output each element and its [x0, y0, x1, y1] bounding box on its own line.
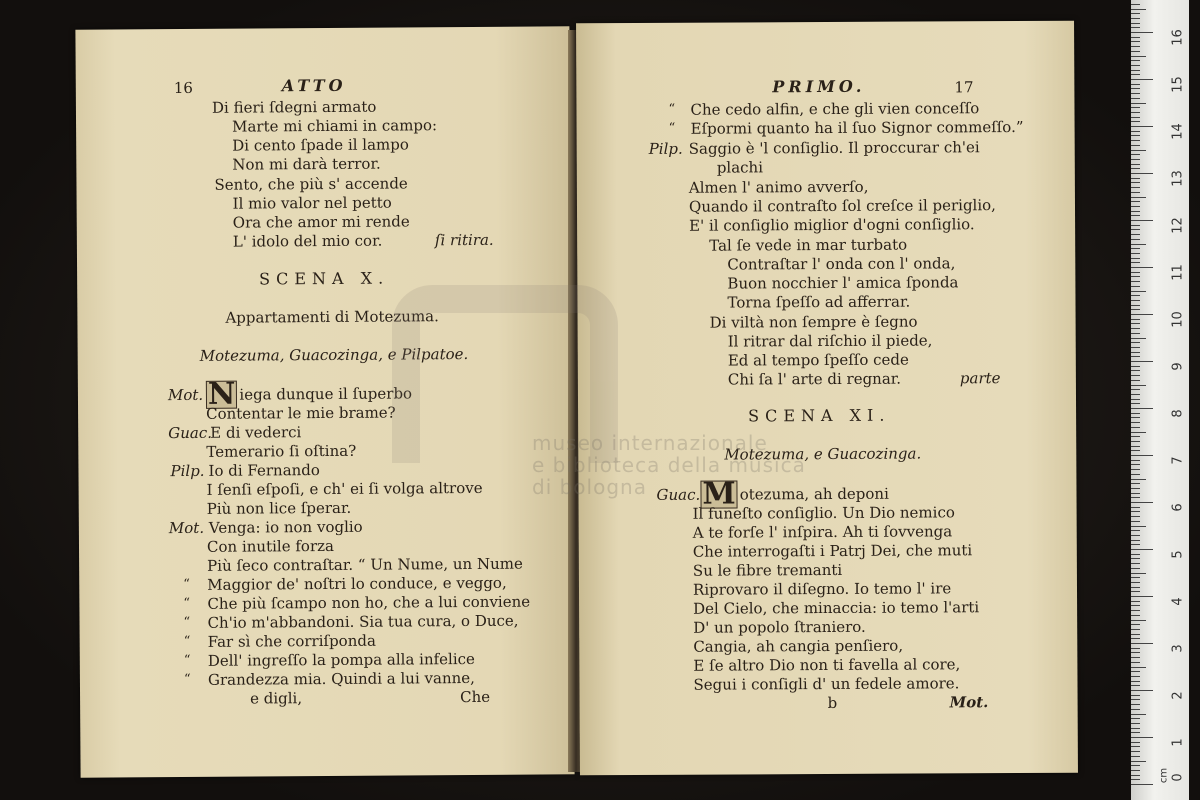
ruler-tick [1131, 605, 1140, 606]
dialogue-line: Il funeſto conſiglio. Un Dio nemico [692, 503, 955, 523]
ruler-tick [1131, 577, 1140, 578]
ruler-tick [1131, 746, 1140, 747]
ruler-number: 0 [1170, 773, 1186, 782]
ruler-tick [1131, 37, 1140, 38]
ruler-tick [1131, 596, 1153, 597]
speaker-label: Guac. [656, 485, 701, 504]
ruler-tick [1131, 676, 1140, 677]
ruler-tick [1131, 629, 1140, 630]
ruler-tick [1131, 699, 1140, 700]
ruler-tick [1131, 704, 1140, 705]
running-head: ATTO [281, 75, 347, 96]
ruler-tick [1131, 479, 1146, 480]
ruler-tick [1131, 225, 1140, 226]
dialogue-line: Io di Fernando [208, 461, 320, 480]
dialogue-line: Che cedo alfin, e che gli vien conceſſo [690, 99, 980, 119]
speaker-label: Pilp. [170, 461, 205, 481]
verse-line: Il mio valor nel petto [232, 193, 392, 213]
ruler-number: 13 [1170, 170, 1186, 187]
dialogue-line: Eſpormi quanto ha il ſuo Signor commeſſo.” [690, 117, 1024, 138]
ruler-tick [1131, 483, 1140, 484]
stage-direction: ſi ritira. [434, 230, 494, 250]
ruler-tick [1131, 765, 1140, 766]
ruler-tick [1131, 164, 1140, 165]
ruler-tick [1131, 51, 1140, 52]
ruler-tick [1131, 135, 1140, 136]
quote-mark: “ [183, 633, 191, 649]
ruler-tick [1131, 530, 1140, 531]
verse-line: Chi ſa l' arte di regnar. [727, 369, 902, 389]
verse-line: Di fieri ſdegni armato [211, 97, 377, 117]
ruler-tick [1131, 258, 1140, 259]
quote-mark: “ [183, 576, 190, 592]
dialogue-line: Saggio è 'l conſiglio. Il proccurar ch'ei [688, 138, 980, 158]
page-number: 16 [173, 78, 193, 98]
ruler-tick [1131, 775, 1140, 776]
ruler-tick [1131, 742, 1140, 743]
measurement-ruler [1131, 0, 1189, 800]
ruler-number: 14 [1170, 123, 1186, 140]
ruler-tick [1131, 267, 1153, 268]
ruler-tick [1131, 385, 1146, 386]
ruler-tick [1131, 413, 1140, 414]
dialogue-line: Temerario ſi oſtina? [206, 441, 357, 461]
ruler-tick [1131, 173, 1153, 174]
dialogue-line: Del Cielo, che minaccia: io temo l'arti [693, 598, 980, 618]
ruler-tick [1131, 436, 1140, 437]
ruler-tick [1131, 370, 1140, 371]
ruler-tick [1131, 103, 1146, 104]
ruler-tick [1131, 591, 1140, 592]
verse-line: Di viltà non ſempre è ſegno [709, 312, 918, 332]
ruler-tick [1131, 182, 1140, 183]
dialogue-line: N iega dunque il ſuperbo [207, 376, 413, 412]
ruler-tick [1131, 178, 1140, 179]
ruler-tick [1131, 126, 1153, 127]
ruler-tick [1131, 714, 1146, 715]
speaker-label: Pilp. [648, 139, 683, 158]
dialogue-line: Far sì che corriſponda [207, 631, 376, 651]
verse-line: Torna ſpeſſo ad afferrar. [727, 292, 911, 312]
ruler-tick [1131, 652, 1140, 653]
ruler-tick [1131, 502, 1153, 503]
ruler-tick [1131, 488, 1140, 489]
verse-line: Non mi darà terror. [232, 154, 381, 174]
ruler-tick [1131, 460, 1140, 461]
ruler-tick [1131, 244, 1146, 245]
speaker-label: Guac. [168, 423, 213, 443]
verse-line: Buon nocchier l' amica ſponda [727, 273, 959, 293]
ruler-tick [1131, 662, 1140, 663]
ruler-tick [1131, 535, 1140, 536]
ruler-tick [1131, 145, 1140, 146]
ruler-tick [1131, 573, 1146, 574]
ruler-tick [1131, 215, 1140, 216]
quote-mark: “ [668, 120, 676, 136]
speaker-label: Mot. [167, 385, 204, 405]
dialogue-line: Cangia, ah cangia penſiero, [693, 636, 904, 656]
ruler-tick [1131, 784, 1153, 785]
ruler-tick [1131, 234, 1140, 235]
dialogue-line: I ſenſi eſpoſi, e ch' ei ſi volga altrove [206, 478, 483, 499]
ruler-tick [1131, 450, 1140, 451]
dialogue-line: Almen l' animo avverſo, [688, 177, 869, 197]
ruler-tick [1131, 154, 1140, 155]
ruler-tick [1131, 201, 1140, 202]
ruler-tick [1131, 84, 1140, 85]
ruler-tick [1131, 291, 1146, 292]
ruler-tick [1131, 323, 1140, 324]
verse-line: Sento, che più s' accende [214, 174, 408, 194]
dialogue-line: Grandezza mia. Quindi a lui vanne, [207, 668, 475, 689]
dialogue-line: Che interrogaſti i Patrj Dei, che muti [692, 541, 973, 561]
ruler-tick [1131, 493, 1140, 494]
ruler-tick [1131, 74, 1140, 75]
ruler-tick [1131, 521, 1140, 522]
ruler-tick [1131, 347, 1140, 348]
ruler-tick [1131, 314, 1153, 315]
ruler-tick [1131, 770, 1140, 771]
verse-line: L' idolo del mio cor. [232, 231, 383, 251]
ruler-tick [1131, 417, 1140, 418]
ruler-tick [1131, 657, 1140, 658]
ruler-number: 15 [1170, 76, 1186, 93]
running-head: PRIMO. [772, 76, 866, 97]
dialogue-line: Più non lice ſperar. [206, 498, 352, 518]
quote-mark: “ [183, 652, 191, 668]
ruler-tick [1131, 333, 1140, 334]
ruler-tick [1131, 4, 1140, 5]
ruler-tick [1131, 422, 1140, 423]
ruler-number: 3 [1170, 644, 1186, 653]
verse-line: Contraſtar l' onda con l' onda, [727, 254, 956, 274]
ruler-tick [1131, 239, 1140, 240]
ruler-tick [1131, 761, 1146, 762]
ruler-tick [1131, 159, 1140, 160]
ruler-tick [1131, 60, 1140, 61]
ruler-unit: cm [1158, 767, 1170, 784]
ruler-tick [1131, 121, 1140, 122]
ruler-tick [1131, 309, 1140, 310]
ruler-tick [1131, 685, 1140, 686]
dialogue-line: Che più ſcampo non ho, che a lui conviene [207, 592, 531, 613]
ruler-tick [1131, 516, 1140, 517]
ruler-tick [1131, 211, 1140, 212]
ruler-tick [1131, 150, 1146, 151]
ruler-tick [1131, 117, 1140, 118]
ruler-tick [1131, 328, 1140, 329]
ruler-tick [1131, 690, 1153, 691]
ruler-tick [1131, 620, 1146, 621]
ruler-tick [1131, 446, 1140, 447]
ruler-tick [1131, 568, 1140, 569]
ruler-tick [1131, 427, 1140, 428]
verse-line: Il ritrar dal riſchio il piede, [727, 331, 933, 351]
dialogue-line: Maggior de' noſtri lo conduce, e veggo, [207, 573, 507, 594]
verse-line: Ora che amor mi rende [232, 212, 410, 232]
ruler-tick [1131, 352, 1140, 353]
catchword: Che [460, 687, 491, 707]
ruler-tick [1131, 229, 1140, 230]
ruler-tick [1131, 32, 1153, 33]
quote-mark: “ [668, 101, 676, 117]
verse-line: Di cento ſpade il lampo [232, 135, 409, 155]
ruler-tick [1131, 319, 1140, 320]
ruler-tick [1131, 281, 1140, 282]
ruler-tick [1131, 27, 1140, 28]
ruler-tick [1131, 361, 1153, 362]
ruler-tick [1131, 300, 1140, 301]
ruler-tick [1131, 563, 1140, 564]
ruler-number: 8 [1170, 409, 1186, 418]
ruler-tick [1131, 168, 1140, 169]
ruler-tick [1131, 469, 1140, 470]
ruler-tick [1131, 737, 1153, 738]
ruler-tick [1131, 497, 1140, 498]
ruler-tick [1131, 206, 1140, 207]
catchword: Mot. [949, 693, 989, 712]
ruler-number: 16 [1170, 29, 1186, 46]
ruler-tick [1131, 356, 1140, 357]
quote-mark: “ [183, 614, 191, 630]
ruler-number: 9 [1170, 362, 1186, 371]
scene-title: SCENA XI. [748, 405, 891, 426]
page-number: 17 [954, 78, 974, 97]
dialogue-line: A te forſe l' inſpira. Ah ti ſovvenga [692, 522, 953, 542]
ruler-tick [1131, 718, 1140, 719]
ruler-tick [1131, 342, 1140, 343]
ruler-tick [1131, 474, 1140, 475]
ruler-tick [1131, 272, 1140, 273]
ruler-tick [1131, 262, 1140, 263]
ruler-tick [1131, 610, 1140, 611]
ruler-tick [1131, 432, 1146, 433]
ruler-tick [1131, 41, 1140, 42]
ruler-tick [1131, 638, 1140, 639]
ruler-tick [1131, 554, 1140, 555]
ruler-tick [1131, 192, 1140, 193]
ruler-tick [1131, 13, 1140, 14]
ruler-tick [1131, 582, 1140, 583]
ruler-tick [1131, 305, 1140, 306]
ruler-tick [1131, 389, 1140, 390]
ruler-tick [1131, 107, 1140, 108]
ruler-tick [1131, 286, 1140, 287]
ruler-tick [1131, 549, 1153, 550]
ruler-tick [1131, 197, 1146, 198]
ruler-tick [1131, 648, 1140, 649]
verse-line: Ed al tempo ſpeſſo cede [727, 350, 909, 370]
ruler-tick [1131, 56, 1146, 57]
ruler-tick [1131, 544, 1140, 545]
drop-cap: M [702, 476, 736, 512]
verse-line: Marte mi chiami in campo: [232, 116, 438, 136]
dialogue-line: Più ſeco contraſtar. “ Un Nume, un Nume [207, 554, 523, 575]
ruler-tick [1131, 723, 1140, 724]
ruler-tick [1131, 399, 1140, 400]
ruler-tick [1131, 507, 1140, 508]
ruler-tick [1131, 615, 1140, 616]
ruler-tick [1131, 380, 1140, 381]
ruler-number: 11 [1170, 264, 1186, 281]
ruler-number: 6 [1170, 503, 1186, 512]
ruler-tick [1131, 403, 1140, 404]
ruler-tick [1131, 131, 1140, 132]
dialogue-line: M otezuma, ah deponi [702, 476, 889, 512]
ruler-tick [1131, 624, 1140, 625]
ruler-tick [1131, 187, 1140, 188]
dialogue-line: e digli, [250, 689, 303, 708]
ruler-tick [1131, 695, 1140, 696]
speaker-label: Mot. [168, 518, 205, 538]
dialogue-line: Su le fibre tremanti [692, 560, 843, 580]
ruler-tick [1131, 220, 1153, 221]
dialogue-line: Dell' ingreſſo la pompa alla infelice [207, 649, 475, 670]
ruler-tick [1131, 601, 1140, 602]
ruler-tick [1131, 375, 1140, 376]
right-page [576, 21, 1078, 776]
dialogue-line: Segui i conſigli d' un fedele amore. [693, 674, 960, 694]
dialogue-line: E di vederci [210, 423, 302, 442]
ruler-tick [1131, 587, 1140, 588]
ruler-number: 12 [1170, 217, 1186, 234]
ruler-number: 2 [1170, 691, 1186, 700]
ruler-tick [1131, 779, 1140, 780]
ruler-tick [1131, 366, 1140, 367]
ruler-number: 1 [1170, 738, 1186, 747]
dialogue-line: E ſe altro Dio non ti favella al core, [693, 655, 961, 675]
dialogue-line: plachi [716, 158, 764, 177]
verse-line: Tal ſe vede in mar turbato [709, 235, 908, 255]
ruler-tick [1131, 634, 1140, 635]
ruler-tick [1131, 9, 1146, 10]
quote-mark: “ [183, 671, 191, 687]
character-list: Motezuma, e Guacozinga. [724, 444, 922, 464]
ruler-tick [1131, 455, 1153, 456]
ruler-tick [1131, 511, 1140, 512]
scene-setting: Appartamenti di Motezuma. [225, 307, 439, 327]
ruler-number: 4 [1170, 597, 1186, 606]
ruler-tick [1131, 88, 1140, 89]
scene-title: SCENA X. [259, 268, 390, 289]
signature-mark: b [827, 693, 838, 713]
dialogue-line: Con inutile forza [206, 536, 334, 556]
ruler-tick [1131, 65, 1140, 66]
ruler-tick [1131, 93, 1140, 94]
ruler-tick [1131, 667, 1146, 668]
ruler-number: 7 [1170, 456, 1186, 465]
character-list: Motezuma, Guacozinga, e Pilpatoe. [199, 344, 469, 365]
ruler-tick [1131, 709, 1140, 710]
ruler-tick [1131, 248, 1140, 249]
ruler-tick [1131, 464, 1140, 465]
ruler-tick [1131, 23, 1140, 24]
ruler-tick [1131, 140, 1140, 141]
ruler-tick [1131, 756, 1140, 757]
ruler-tick [1131, 295, 1140, 296]
dialogue-line: E' il conſiglio miglior d'ogni conſiglio. [689, 215, 975, 235]
ruler-tick [1131, 112, 1140, 113]
ruler-tick [1131, 338, 1146, 339]
ruler-tick [1131, 681, 1140, 682]
ruler-tick [1131, 558, 1140, 559]
ruler-tick [1131, 46, 1140, 47]
ruler-tick [1131, 70, 1140, 71]
dialogue-line: Quando il contraſto ſol creſce il periglio, [688, 196, 996, 216]
ruler-tick [1131, 751, 1140, 752]
ruler-tick [1131, 526, 1146, 527]
watermark-text: museo internazionale e biblioteca della musica di bologna [532, 431, 806, 499]
ruler-tick [1131, 540, 1140, 541]
ruler-tick [1131, 671, 1140, 672]
ruler-tick [1131, 276, 1140, 277]
ruler-tick [1131, 408, 1153, 409]
ruler-tick [1131, 18, 1140, 19]
dialogue-line: Riprovaro il diſegno. Io temo l' ire [692, 579, 952, 599]
ruler-tick [1131, 79, 1153, 80]
ruler-number: 10 [1170, 311, 1186, 328]
dialogue-line: Ch'io m'abbandoni. Sia tua cura, o Duce, [207, 611, 519, 632]
ruler-tick [1131, 643, 1153, 644]
ruler-tick [1131, 394, 1140, 395]
quote-mark: “ [183, 595, 191, 611]
stage-direction: parte [959, 369, 1001, 388]
dialogue-line: Contentar le mie brame? [206, 403, 396, 423]
dialogue-line: Venga: io non voglio [208, 517, 363, 537]
ruler-tick [1131, 98, 1140, 99]
ruler-tick [1131, 732, 1140, 733]
ruler-tick [1131, 253, 1140, 254]
dialogue-line: D' un popolo ſtraniero. [693, 617, 866, 637]
ruler-number: 5 [1170, 550, 1186, 559]
ruler-tick [1131, 441, 1140, 442]
drop-cap: N [207, 376, 236, 412]
ruler-tick [1131, 728, 1140, 729]
